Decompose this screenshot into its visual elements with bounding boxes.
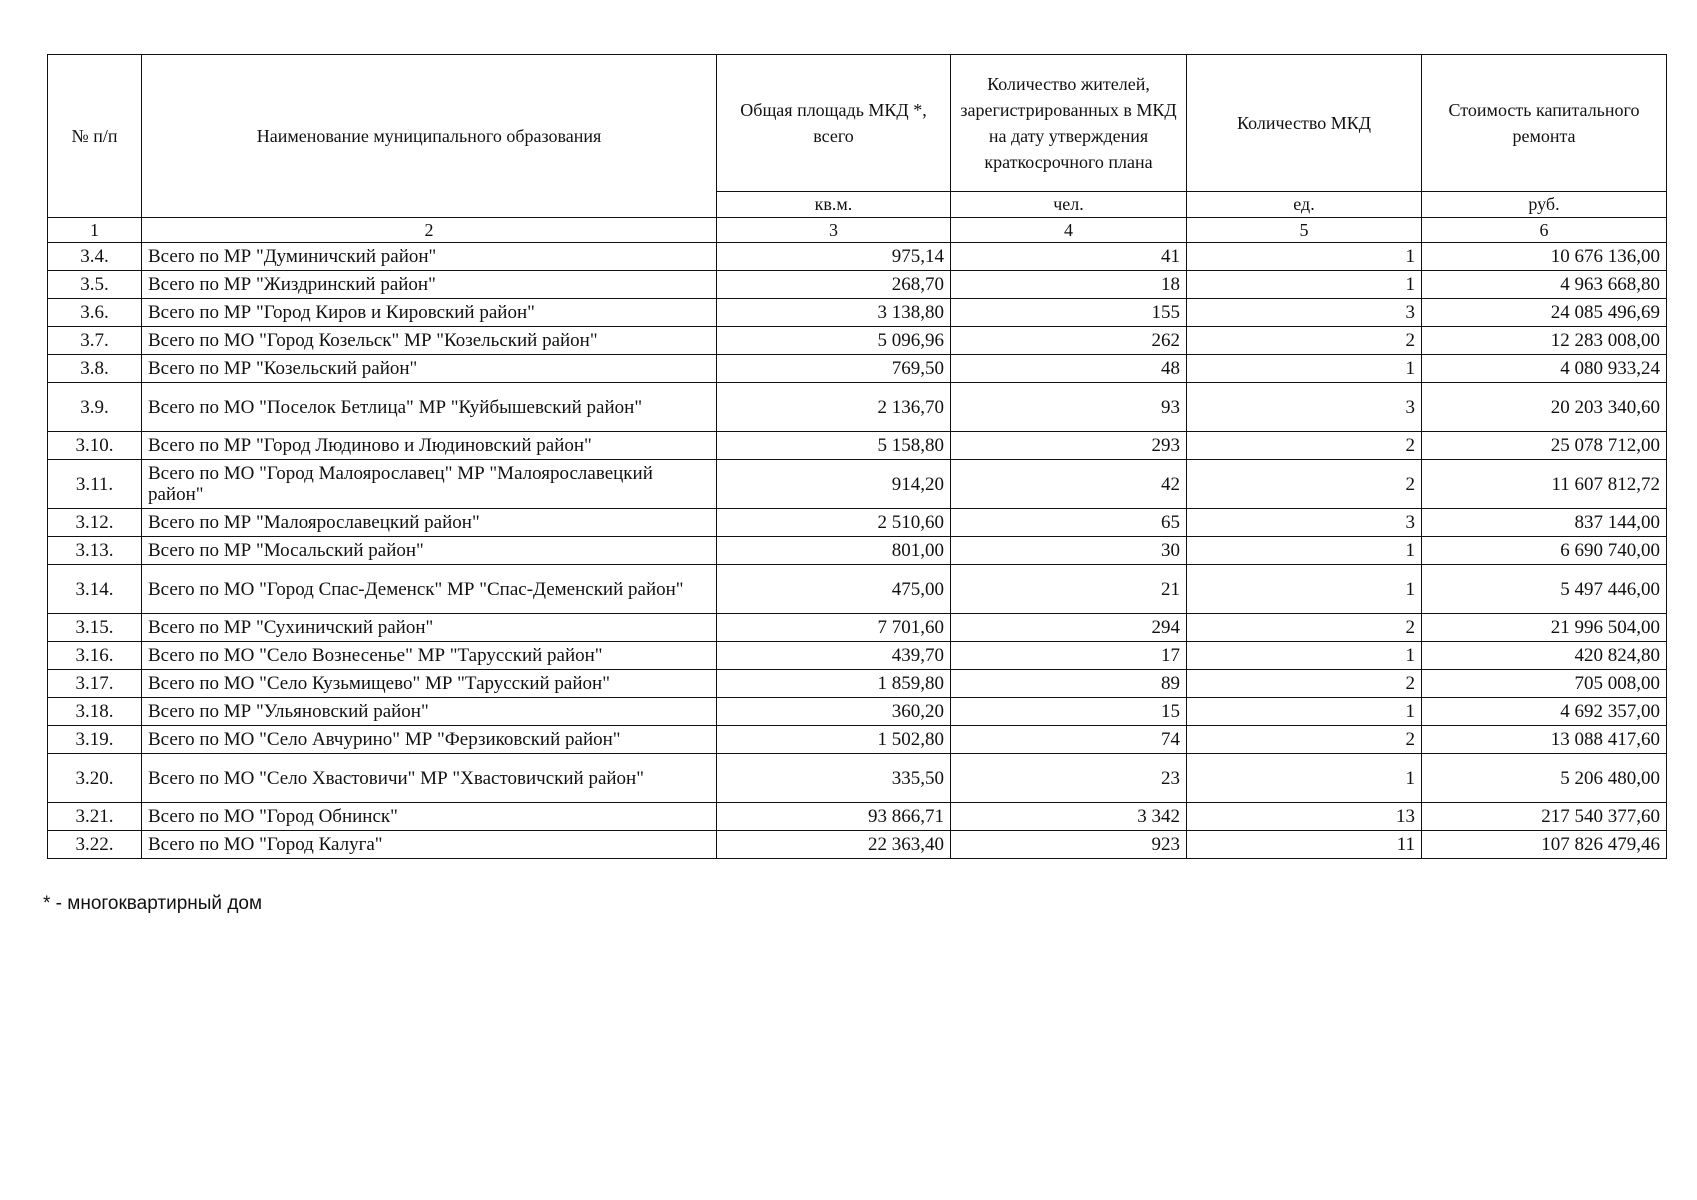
row-number: 3.19. — [48, 726, 142, 754]
row-area: 1 859,80 — [717, 670, 951, 698]
unit-count: ед. — [1187, 192, 1422, 218]
row-name: Всего по МР "Думиничский район" — [142, 243, 717, 271]
header-count: Количество МКД — [1187, 55, 1422, 192]
row-area: 2 510,60 — [717, 509, 951, 537]
row-name: Всего по МР "Сухиничский район" — [142, 614, 717, 642]
row-cost: 217 540 377,60 — [1422, 803, 1667, 831]
table-row — [48, 271, 1667, 299]
table-row — [48, 327, 1667, 355]
row-cost: 20 203 340,60 — [1422, 383, 1667, 432]
row-number: 3.13. — [48, 537, 142, 565]
row-name: Всего по МО "Село Кузьмищево" МР "Тарусский район" — [142, 670, 717, 698]
row-residents: 293 — [951, 432, 1187, 460]
row-number: 3.22. — [48, 831, 142, 859]
row-cost: 13 088 417,60 — [1422, 726, 1667, 754]
row-number: 3.15. — [48, 614, 142, 642]
footnote: * - многоквартирный дом — [43, 893, 263, 914]
table-row — [48, 698, 1667, 726]
row-residents: 65 — [951, 509, 1187, 537]
row-residents: 93 — [951, 383, 1187, 432]
table-row — [48, 614, 1667, 642]
row-cost: 12 283 008,00 — [1422, 327, 1667, 355]
row-number: 3.18. — [48, 698, 142, 726]
row-area: 801,00 — [717, 537, 951, 565]
header-residents: Количество жителей, зарегистрированных в МКД на дату утверждения краткосрочного плана — [951, 55, 1187, 192]
row-cost: 25 078 712,00 — [1422, 432, 1667, 460]
row-number: 3.9. — [48, 383, 142, 432]
row-cost: 10 676 136,00 — [1422, 243, 1667, 271]
row-residents: 48 — [951, 355, 1187, 383]
row-count: 1 — [1187, 698, 1422, 726]
row-count: 1 — [1187, 355, 1422, 383]
table-row — [48, 726, 1667, 754]
row-area: 3 138,80 — [717, 299, 951, 327]
row-number: 3.5. — [48, 271, 142, 299]
row-number: 3.6. — [48, 299, 142, 327]
table-row — [48, 460, 1667, 509]
row-area: 22 363,40 — [717, 831, 951, 859]
row-number: 3.10. — [48, 432, 142, 460]
row-number: 3.12. — [48, 509, 142, 537]
index-6: 6 — [1422, 218, 1667, 243]
row-residents: 15 — [951, 698, 1187, 726]
row-number: 3.4. — [48, 243, 142, 271]
row-name: Всего по МО "Город Малоярославец" МР "Малоярославецкий район" — [142, 460, 717, 509]
row-number: 3.17. — [48, 670, 142, 698]
row-area: 1 502,80 — [717, 726, 951, 754]
index-2: 2 — [142, 218, 717, 243]
unit-area: кв.м. — [717, 192, 951, 218]
table-row — [48, 509, 1667, 537]
table-row — [48, 432, 1667, 460]
row-count: 1 — [1187, 565, 1422, 614]
unit-residents: чел. — [951, 192, 1187, 218]
row-count: 2 — [1187, 614, 1422, 642]
row-cost: 107 826 479,46 — [1422, 831, 1667, 859]
row-area: 7 701,60 — [717, 614, 951, 642]
row-number: 3.11. — [48, 460, 142, 509]
row-name: Всего по МО "Село Хвастовичи" МР "Хвастовичский район" — [142, 754, 717, 803]
row-area: 268,70 — [717, 271, 951, 299]
row-count: 3 — [1187, 299, 1422, 327]
row-name: Всего по МР "Город Киров и Кировский район" — [142, 299, 717, 327]
row-cost: 24 085 496,69 — [1422, 299, 1667, 327]
row-name: Всего по МР "Малоярославецкий район" — [142, 509, 717, 537]
row-name: Всего по МР "Козельский район" — [142, 355, 717, 383]
row-residents: 3 342 — [951, 803, 1187, 831]
row-area: 5 096,96 — [717, 327, 951, 355]
table-row — [48, 383, 1667, 432]
capital-repair-table — [47, 54, 1667, 859]
row-residents: 923 — [951, 831, 1187, 859]
table-row — [48, 537, 1667, 565]
row-count: 3 — [1187, 509, 1422, 537]
row-number: 3.8. — [48, 355, 142, 383]
row-number: 3.20. — [48, 754, 142, 803]
table-row — [48, 355, 1667, 383]
row-area: 914,20 — [717, 460, 951, 509]
header-name: Наименование муниципального образования — [142, 55, 717, 218]
table-row — [48, 299, 1667, 327]
row-count: 1 — [1187, 537, 1422, 565]
row-count: 2 — [1187, 460, 1422, 509]
column-index-row — [48, 218, 1667, 243]
row-cost: 5 497 446,00 — [1422, 565, 1667, 614]
row-area: 360,20 — [717, 698, 951, 726]
table-row — [48, 803, 1667, 831]
row-residents: 23 — [951, 754, 1187, 803]
row-residents: 41 — [951, 243, 1187, 271]
header-row — [48, 55, 1667, 192]
row-name: Всего по МО "Поселок Бетлица" МР "Куйбышевский район" — [142, 383, 717, 432]
index-3: 3 — [717, 218, 951, 243]
row-area: 475,00 — [717, 565, 951, 614]
row-name: Всего по МР "Жиздринский район" — [142, 271, 717, 299]
table-row — [48, 243, 1667, 271]
row-cost: 6 690 740,00 — [1422, 537, 1667, 565]
row-residents: 294 — [951, 614, 1187, 642]
row-count: 11 — [1187, 831, 1422, 859]
row-residents: 89 — [951, 670, 1187, 698]
table-row — [48, 670, 1667, 698]
row-residents: 42 — [951, 460, 1187, 509]
row-name: Всего по МР "Мосальский район" — [142, 537, 717, 565]
row-area: 5 158,80 — [717, 432, 951, 460]
row-count: 1 — [1187, 243, 1422, 271]
row-number: 3.7. — [48, 327, 142, 355]
row-number: 3.21. — [48, 803, 142, 831]
row-area: 335,50 — [717, 754, 951, 803]
row-area: 975,14 — [717, 243, 951, 271]
row-name: Всего по МО "Село Вознесенье" МР "Тарусский район" — [142, 642, 717, 670]
index-1: 1 — [48, 218, 142, 243]
row-cost: 705 008,00 — [1422, 670, 1667, 698]
row-cost: 21 996 504,00 — [1422, 614, 1667, 642]
header-cost: Стоимость капитального ремонта — [1422, 55, 1667, 192]
table-row — [48, 642, 1667, 670]
row-residents: 74 — [951, 726, 1187, 754]
row-cost: 420 824,80 — [1422, 642, 1667, 670]
header-num: № п/п — [48, 55, 142, 218]
row-area: 439,70 — [717, 642, 951, 670]
row-name: Всего по МО "Город Калуга" — [142, 831, 717, 859]
row-name: Всего по МО "Город Обнинск" — [142, 803, 717, 831]
row-residents: 21 — [951, 565, 1187, 614]
row-number: 3.14. — [48, 565, 142, 614]
row-name: Всего по МО "Город Спас-Деменск" МР "Спас-Деменский район" — [142, 565, 717, 614]
row-count: 2 — [1187, 726, 1422, 754]
row-area: 2 136,70 — [717, 383, 951, 432]
row-cost: 5 206 480,00 — [1422, 754, 1667, 803]
row-residents: 30 — [951, 537, 1187, 565]
row-count: 1 — [1187, 754, 1422, 803]
header-area: Общая площадь МКД *, всего — [717, 55, 951, 192]
unit-cost: руб. — [1422, 192, 1667, 218]
row-residents: 155 — [951, 299, 1187, 327]
row-count: 2 — [1187, 432, 1422, 460]
row-cost: 4 963 668,80 — [1422, 271, 1667, 299]
table-row — [48, 565, 1667, 614]
row-name: Всего по МО "Село Авчурино" МР "Ферзиковский район" — [142, 726, 717, 754]
index-4: 4 — [951, 218, 1187, 243]
row-count: 1 — [1187, 271, 1422, 299]
row-cost: 837 144,00 — [1422, 509, 1667, 537]
row-area: 769,50 — [717, 355, 951, 383]
row-area: 93 866,71 — [717, 803, 951, 831]
row-residents: 17 — [951, 642, 1187, 670]
index-5: 5 — [1187, 218, 1422, 243]
row-cost: 4 692 357,00 — [1422, 698, 1667, 726]
row-count: 3 — [1187, 383, 1422, 432]
row-number: 3.16. — [48, 642, 142, 670]
row-cost: 4 080 933,24 — [1422, 355, 1667, 383]
row-count: 2 — [1187, 670, 1422, 698]
row-residents: 262 — [951, 327, 1187, 355]
row-name: Всего по МР "Город Людиново и Людиновский район" — [142, 432, 717, 460]
table-row — [48, 831, 1667, 859]
row-count: 2 — [1187, 327, 1422, 355]
row-count: 13 — [1187, 803, 1422, 831]
row-cost: 11 607 812,72 — [1422, 460, 1667, 509]
row-name: Всего по МО "Город Козельск" МР "Козельский район" — [142, 327, 717, 355]
row-count: 1 — [1187, 642, 1422, 670]
table-row — [48, 754, 1667, 803]
row-name: Всего по МР "Ульяновский район" — [142, 698, 717, 726]
row-residents: 18 — [951, 271, 1187, 299]
